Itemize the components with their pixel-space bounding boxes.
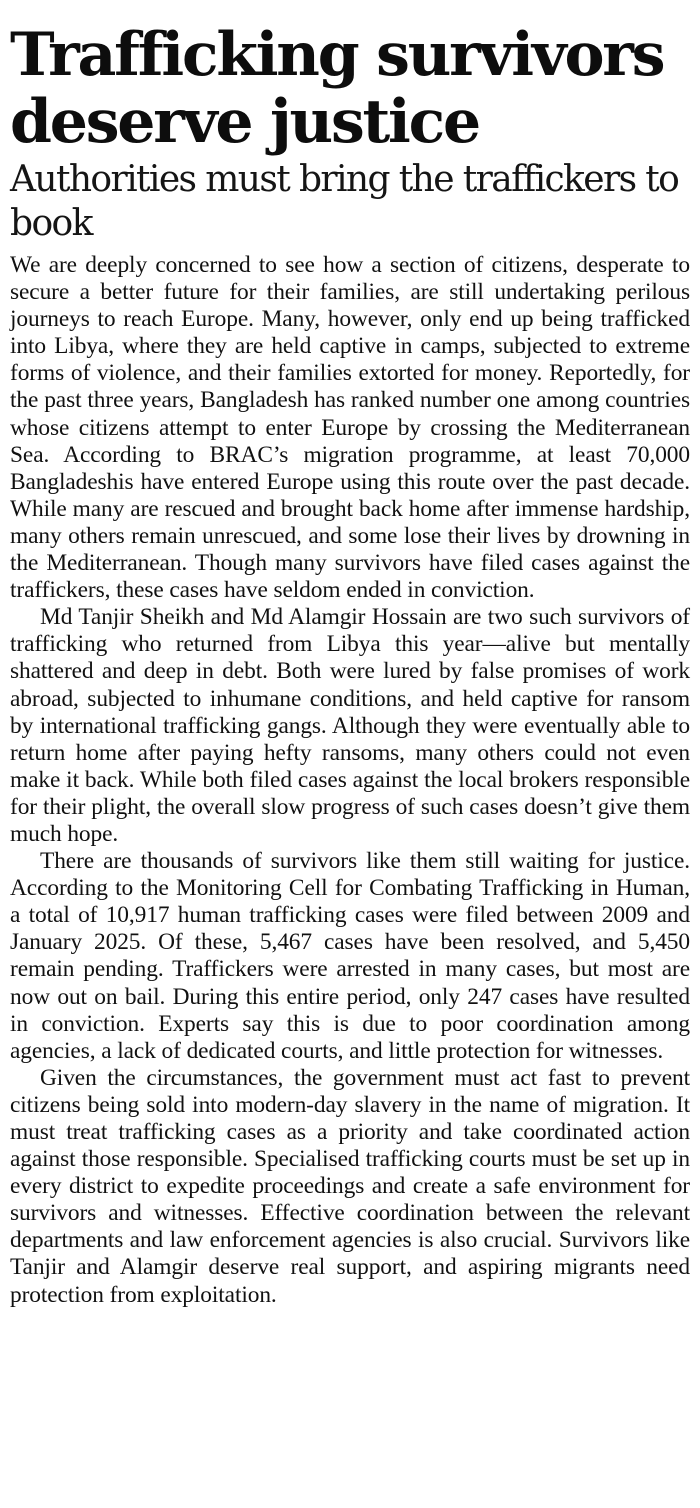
article-paragraph-2: Md Tanjir Sheikh and Md Alamgir Hossain are two such survivors of trafficking who returned from Libya this year—alive but mentally shattered and deep in debt. Both were lured by false promises of work abroad, subjected to inhumane conditions, and held captive for ransom by international trafficking gangs. Although they were eventually able to return home after paying hefty ransoms, many others could not even make it back. While both filed cases against the local brokers responsible for their plight, the overall slow progress of such cases doesn’t give them much hope. <box>10 604 690 847</box>
article-body <box>10 252 690 1309</box>
article-paragraph-1: We are deeply concerned to see how a section of citizens, desperate to secure a better future for their families, are still undertaking perilous journeys to reach Europe. Many, however, only end up being trafficked into Libya, where they are held captive in camps, subjected to extreme forms of violence, and their families extorted for money. Reportedly, for the past three years, Bangladesh has ranked number one among countries whose citizens attempt to enter Europe by crossing the Mediterranean Sea. According to BRAC’s migration programme, at least 70,000 Bangladeshis have entered Europe using this route over the past decade. While many are rescued and brought back home after immense hardship, many others remain unrescued, and some lose their lives by drowning in the Mediterranean. Though many survivors have filed cases against the traffickers, these cases have seldom ended in conviction. <box>10 252 690 604</box>
article-paragraph-3: There are thousands of survivors like them still waiting for justice. According to the Monitoring Cell for Combating Trafficking in Human, a total of 10,917 human trafficking cases were filed between 2009 and January 2025. Of these, 5,467 cases have been resolved, and 5,450 remain pending. Traffickers were arrested in many cases, but most are now out on bail. During this entire period, only 247 cases have resulted in conviction. Experts say this is due to poor coordination among agencies, a lack of dedicated courts, and little protection for witnesses. <box>10 848 690 1064</box>
article-subheadline: Authorities must bring the traffickers to book <box>10 159 679 244</box>
article-paragraph-4: Given the circumstances, the government must act fast to prevent citizens being sold into modern-day slavery in the name of migration. It must treat trafficking cases as a priority and take coordinated action against those responsible. Specialised trafficking courts must be set up in every district to expedite proceedings and create a safe environment for survivors and witnesses. Effective coordination between the relevant departments and law enforcement agencies is also crucial. Survivors like Tanjir and Alamgir deserve real support, and aspiring migrants need protection from exploitation. <box>10 1064 690 1308</box>
article-headline: Trafficking survivors deserve justice <box>10 20 664 157</box>
editorial-article <box>10 22 690 1309</box>
